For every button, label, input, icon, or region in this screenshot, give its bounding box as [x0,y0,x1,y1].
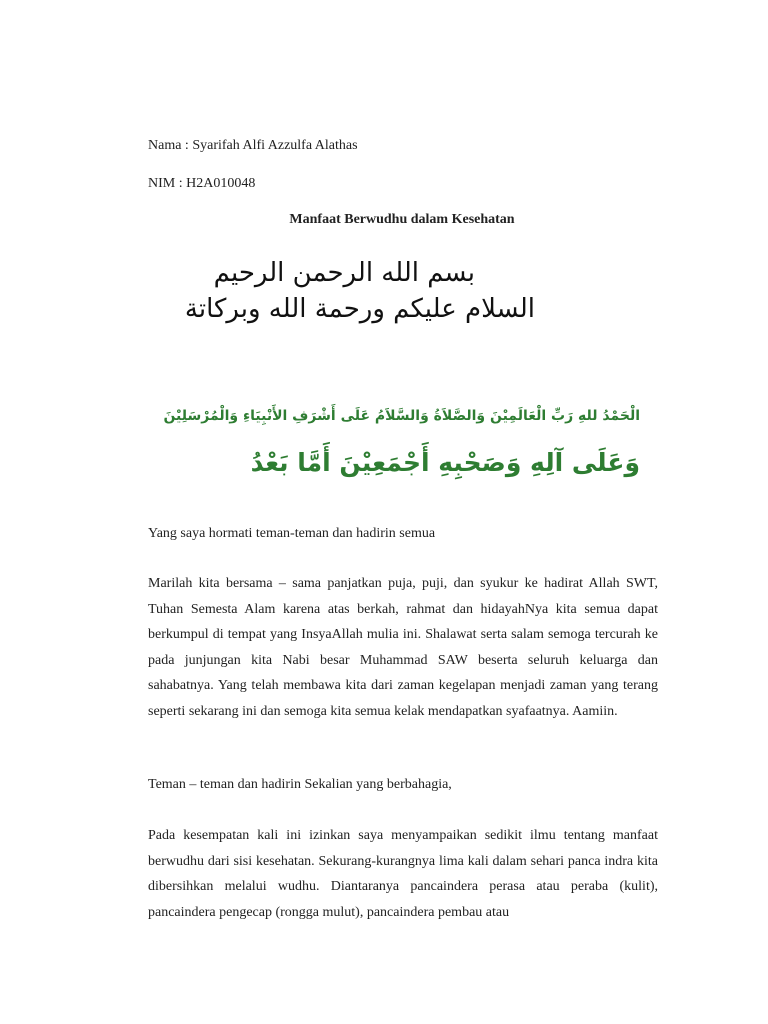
basmalah-text: بسم الله الرحمن الرحيم [213,258,475,288]
hamdalah-line-2: وَعَلَى آلِهِ وَصَحْبِهِ أَجْمَعِيْنَ أَمَّا بَعْدُ [250,448,640,477]
student-nim: NIM : H2A010048 [148,176,256,191]
hamdalah-line-1: الْحَمْدُ للهِ رَبِّ الْعَالَمِيْنَ وَالصَّلاَةُ وَالسَّلاَمُ عَلَى أَشْرَفِ الأَنْبِيَاءِ وَالْمُرْسَلِيْنَ [163,408,640,424]
opening-greeting: Yang saya hormati teman-teman dan hadirin semua [148,526,436,541]
hamdalah-calligraphy [150,408,640,493]
basmalah-salam-calligraphy [150,258,535,336]
document-title: Manfaat Berwudhu dalam Kesehatan [289,212,515,227]
salam-text: السلام عليكم ورحمة الله وبركاتة [184,294,535,324]
paragraph-2: Pada kesempatan kali ini izinkan saya menyampaikan sedikit ilmu tentang manfaat berwudhu dari sisi kesehatan. Sekurang-kurangnya lima kali dalam sehari panca indra kita dibersihkan melalui wudhu. Diantaranya pancaindera perasa atau peraba (kulit), pancaindera pengecap (rongga mulut), pancaindera pembau atau [148,828,658,920]
student-name: Nama : Syarifah Alfi Azzulfa Alathas [148,138,358,153]
second-greeting: Teman – teman dan hadirin Sekalian yang berbahagia, [148,777,452,792]
paragraph-1: Marilah kita bersama – sama panjatkan puja, puji, dan syukur ke hadirat Allah SWT, Tuhan Semesta Alam karena atas berkah, rahmat dan hidayahNya kita semua dapat berkumpul di tempat yang InsyaAllah mulia ini. Shalawat serta salam semoga tercurah ke pada junjungan kita Nabi besar Muhammad SAW beserta seluruh keluarga dan sahabatnya. Yang telah membawa kita dari zaman kegelapan menjadi zaman yang terang seperti sekarang ini dan semoga kita semua kelak mendapatkan syafaatnya. Aamiin. [148,576,658,719]
